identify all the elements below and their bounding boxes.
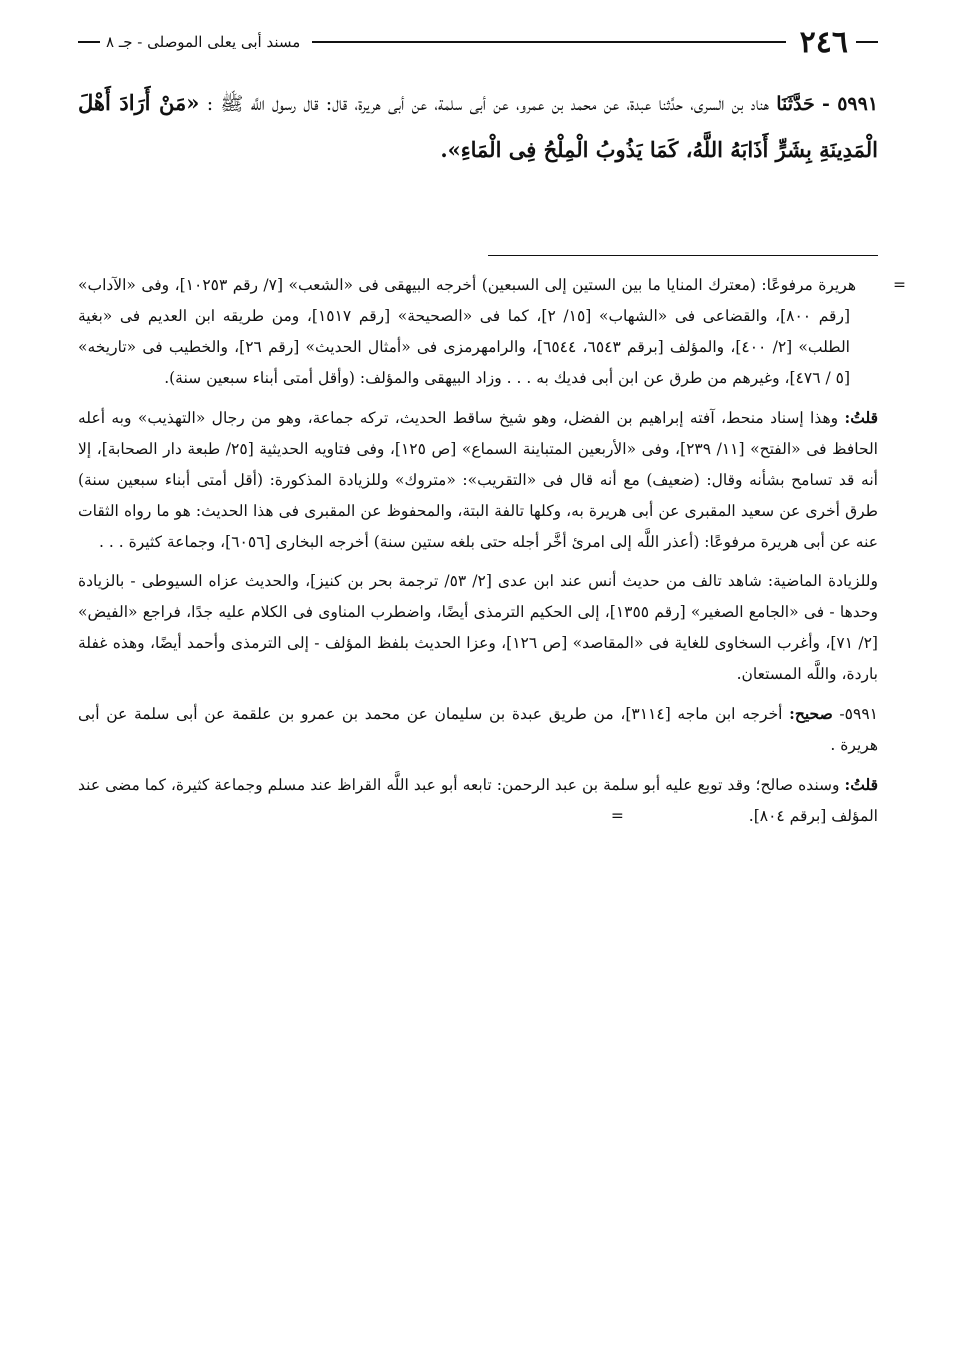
continuation-text: هريرة مرفوعًا: (معترك المنايا ما بين الستين إلى السبعين) أخرجه البيهقى فى «الشعب» [٧/ رقم ١٠٢٥٣]، وفى «الآداب» [رقم ٨٠٠]، والقضاعى فى «الشهاب» [١٥/ ٢]، كما فى «الصحيحة» [رقم ١٥١٧]، ومن طريقه ابن العديم فى «بغية الطلب» [٢/ ٤٠٠]، والمؤلف [برقم ٦٥٤٣، ٦٥٤٤]، والرامهرمزى فى «أمثال الحديث» [رقم ٢٦]، والخطيب فى «تاريخه» [٥ / ٤٧٦]، وغيرهم من طرق عن ابن أبى فديك به . . . وزاد البيهقى والمؤلف: (وأقل أمتى أبناء سبعين سنة). [78,276,856,387]
hadith-paragraph [78,80,878,174]
header-dash [78,41,100,43]
qultu-2-text: وسنده صالح؛ وقد توبع عليه أبو سلمة بن عبد الرحمن: تابعه أبو عبد اللَّه القراظ عند مسلم وجماعة كثيرة، كما مضى عند المؤلف [برقم ٨٠٤]. [78,776,878,825]
haddathana-word: حَدَّثَنَا [776,93,815,115]
page-number: ٢٤٦ [799,24,848,60]
footnote-qultu-2 [78,769,878,832]
footnote-divider [488,255,878,256]
running-header [78,22,878,62]
isnad-line-2: عن أبى هريرة، قال: قال رسول اللَّه ﷺ : [206,93,428,115]
footnote-qultu-1 [78,402,878,558]
qultu-label: قلتُ: [844,408,878,427]
hadith-text [78,80,878,174]
hadith-number: ٥٩٩١ [837,93,879,115]
hadith-dash: - [822,93,830,115]
running-title: مسند أبى يعلى الموصلى - جـ ٨ [106,33,301,51]
ziyada-text: وللزيادة الماضية: شاهد تالف من حديث أنس عند ابن عدى [٢/ ٥٣/ ترجمة بحر بن كنيز]، والحديث عزاه السيوطى - بالزيادة وحدها - فى «الجامع الصغير» [رقم ١٣٥٥]، إلى الحكيم الترمذى أيضًا، واضطرب المناوى فى الكلام عليه جدًا، فراجع «الفيض» [٢/ ٧١]، وأغرب السخاوى للغاية فى «المقاصد» [ص ١٢٦]، وعزا الحديث بلفظ المؤلف - إلى الترمذى وأحمد أيضًا، وهذه غفلة باردة، واللَّه المستعان. [78,572,879,683]
qultu-label: قلتُ: [844,775,878,794]
footnote-continuation [78,270,906,394]
takhrij-text: أخرجه ابن ماجه [٣١١٤]، من طريق عبدة بن سليمان عن محمد بن عمرو بن علقمة عن أبى سلمة عن أبى هريرة . [78,705,878,754]
continued-marker: = [610,807,624,825]
takhrij-grade: صحيح: [789,704,833,723]
header-dash [856,41,878,43]
takhrij-number: ٥٩٩١- [839,705,878,723]
header-rule [312,41,785,43]
continuation-marker: = [893,276,906,294]
footnotes [78,270,906,840]
footnote-ziyada [78,566,878,690]
hadith-matn: «مَنْ أَرَادَ أَهْلَ الْمَدِينَةِ بِشَرٍّ أَذَابَهُ اللَّهُ، كَمَا يَذُوبُ الْمِلْحُ فِى الْمَاءِ». [78,90,878,162]
isnad-line-1: هناد بن السرى، حدَّثنا عبدة، عن محمد بن عمرو، عن أبى سلمة، [434,93,769,115]
qultu-1-text: وهذا إسناد منحط، آفته إبراهيم بن الفضل، وهو شيخ ساقط الحديث، تركه جماعة، وهو من رجال «التهذيب» وبه أعله الحافظ فى «الفتح» [١١/ ٢٣٩]، وفى «الأربعين المتباينة السماع» [ص ١٢٥]، وفى فتاويه الحديثية [٢٥/ طبعة دار الصحابة]، إلا أنه قد تسامح بشأنه وقال: (ضعيف) مع أنه قال فى «التقريب»: «متروك» وللزيادة المذكورة: (أقل أمتى أبناء سبعين سنة) طرق أخرى عن سعيد المقبرى عن أبى هريرة به، وكلها تالفة البتة، والمحفوظ عن المقبرى فى هذا الحديث: هو ما رواه الثقات عنه عن أبى هريرة مرفوعًا: (أعذر اللَّه إلى امرئ أخَّر أجله حتى بلغه ستين سنة) أخرجه البخارى [٦٠٥٦]، وجماعة كثيرة . . . [78,409,878,551]
footnote-takhrij [78,698,878,761]
